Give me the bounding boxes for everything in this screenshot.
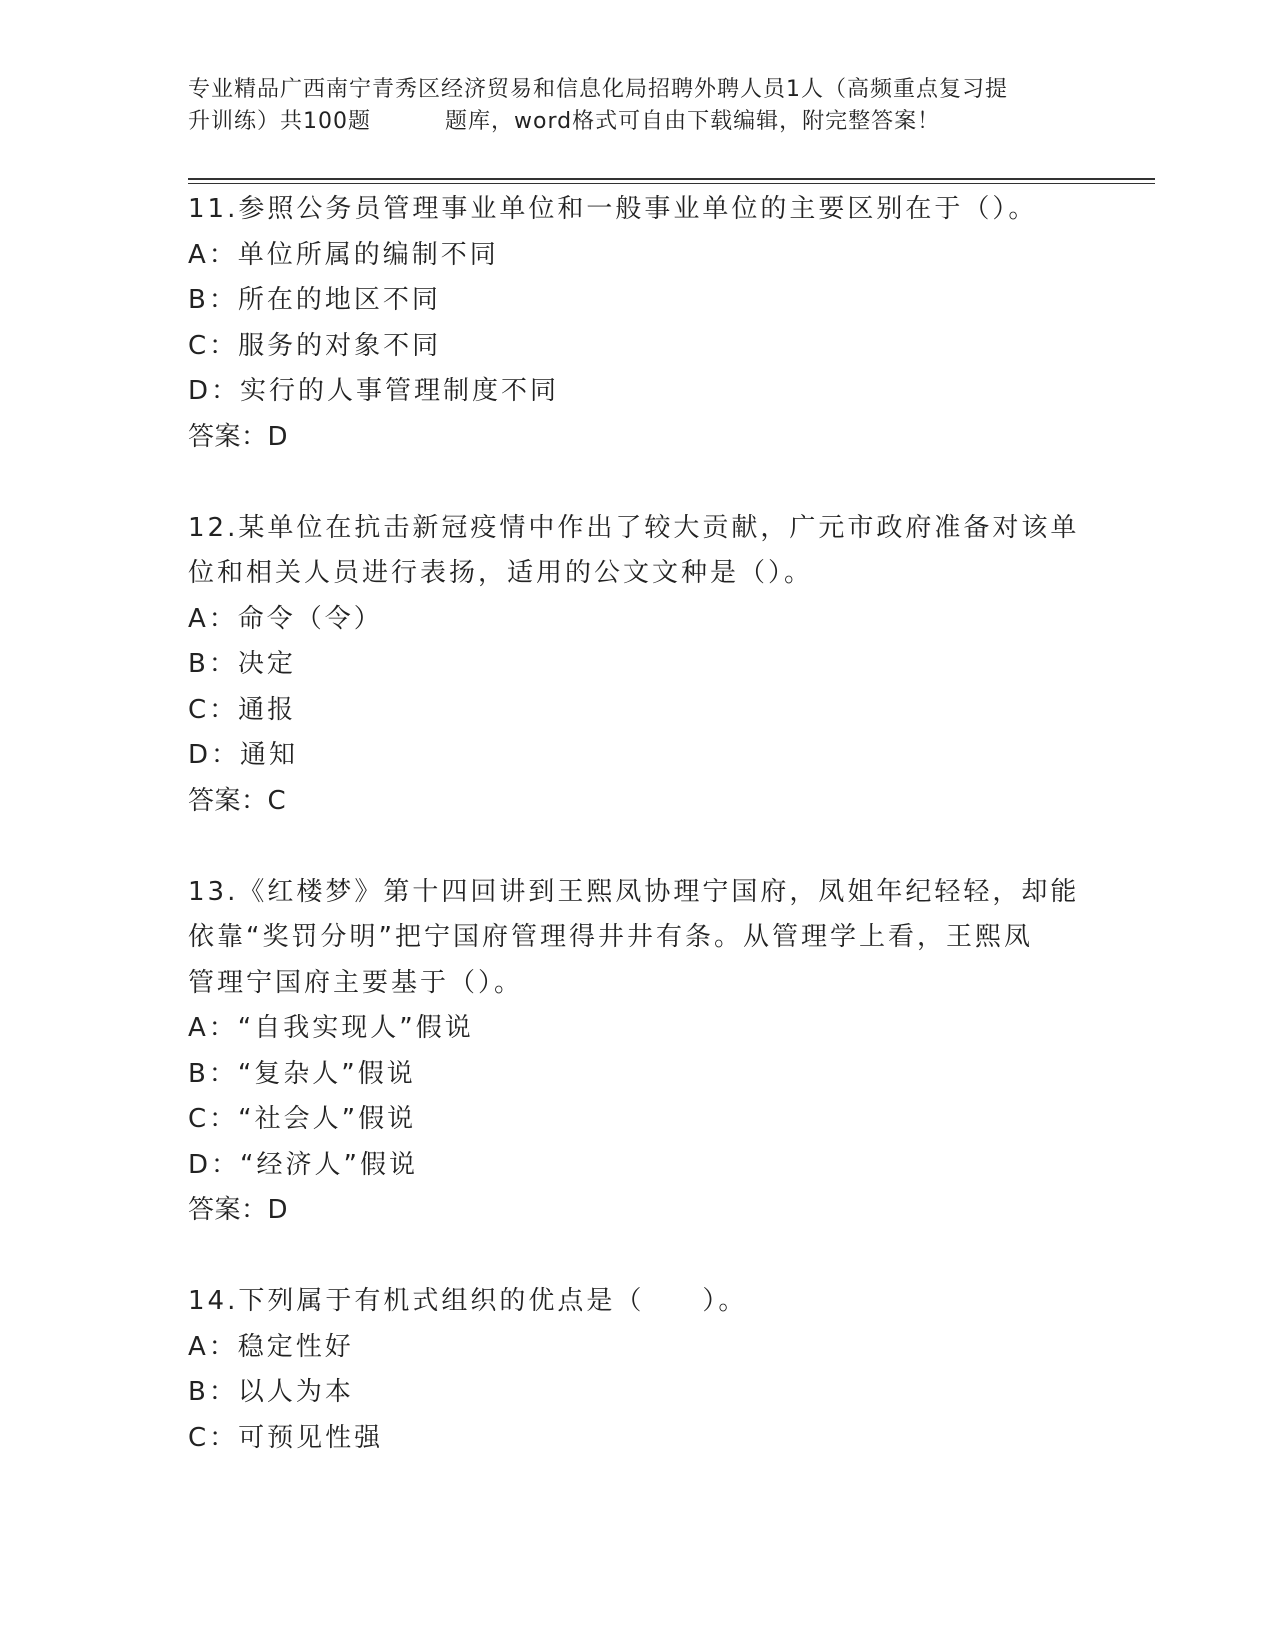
header-line-2-part-a: 升训练）共100题 — [188, 109, 371, 134]
header-line-1: 专业精品广西南宁青秀区经济贸易和信息化局招聘外聘人员1人（高频重点复习提 — [188, 77, 1008, 102]
question-stem: 11.参照公务员管理事业单位和一般事业单位的主要区别在于（）。 — [188, 194, 1038, 224]
header-rule-thick — [188, 178, 1155, 180]
header-line-2 — [188, 106, 1088, 138]
question-spacer — [188, 1234, 1088, 1280]
option-d: D：实行的人事管理制度不同 — [188, 376, 560, 406]
option-b: B：以人为本 — [188, 1377, 354, 1407]
option-a: A：稳定性好 — [188, 1331, 354, 1362]
header-rule-thin — [188, 183, 1155, 184]
option-a: A：“自我实现人”假说 — [188, 1013, 474, 1043]
question-stem-line-2: 依靠“奖罚分明”把宁国府管理得井井有条。从管理学上看，王熙凤 — [188, 922, 1033, 952]
option-a: A：命令（令） — [188, 603, 383, 634]
option-b: B：所在的地区不同 — [188, 285, 441, 315]
answer-label: 答案：C — [188, 785, 287, 816]
option-c: C：服务的对象不同 — [188, 330, 442, 361]
option-b: B：“复杂人”假说 — [188, 1058, 416, 1089]
question-13 — [188, 870, 1088, 1234]
document-header — [188, 74, 1088, 138]
question-spacer — [188, 824, 1088, 870]
answer-label: 答案：D — [188, 421, 289, 452]
question-stem-line-3: 管理宁国府主要基于（）。 — [188, 967, 524, 998]
option-c: C：可预见性强 — [188, 1422, 384, 1453]
question-stem-line-1: 13.《红楼梦》第十四回讲到王熙凤协理宁国府，凤姐年纪轻轻，却能 — [188, 876, 1080, 907]
question-stem: 14.下列属于有机式组织的优点是（ ）。 — [188, 1286, 748, 1316]
question-14 — [188, 1279, 1088, 1461]
option-d: D：通知 — [188, 740, 299, 770]
question-stem-line-1: 12.某单位在抗击新冠疫情中作出了较大贡献，广元市政府准备对该单 — [188, 512, 1080, 543]
option-a: A：单位所属的编制不同 — [188, 239, 499, 270]
question-12 — [188, 506, 1088, 825]
question-stem-line-2: 位和相关人员进行表扬，适用的公文文种是（）。 — [188, 558, 814, 588]
question-11 — [188, 187, 1088, 460]
question-list — [188, 187, 1088, 1461]
option-c: C：通报 — [188, 694, 297, 725]
option-d: D：“经济人”假说 — [188, 1149, 418, 1180]
answer-label: 答案：D — [188, 1195, 289, 1225]
question-spacer — [188, 460, 1088, 506]
option-b: B：决定 — [188, 649, 296, 679]
header-line-2-part-b: 题库，word格式可自由下载编辑，附完整答案！ — [445, 109, 941, 134]
option-c: C：“社会人”假说 — [188, 1104, 417, 1134]
